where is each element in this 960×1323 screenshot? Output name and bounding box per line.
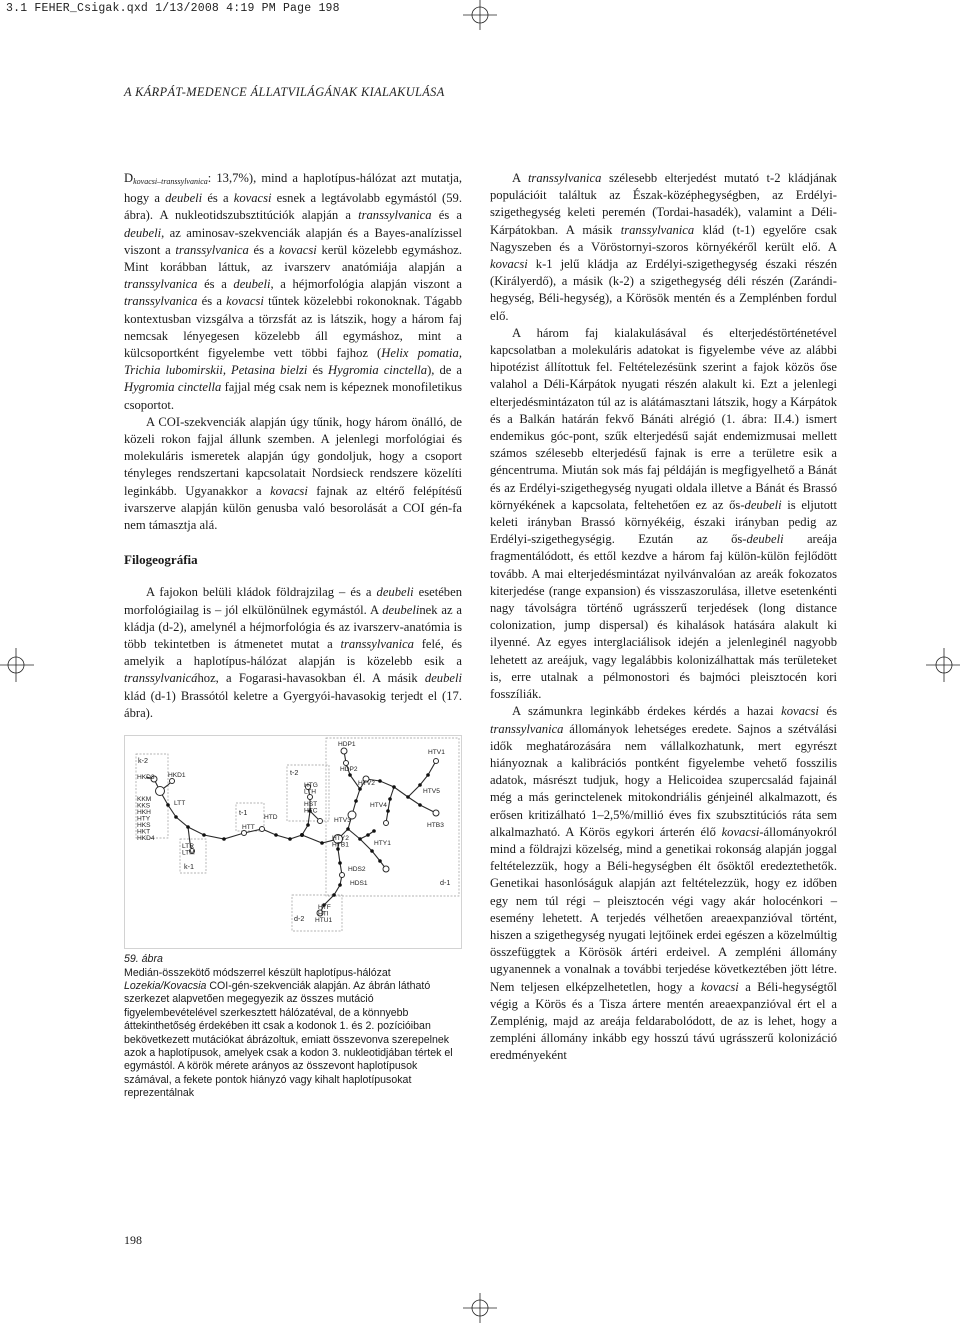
haplotype-label: HDS1 <box>350 880 368 888</box>
haplotype-label: HTF <box>318 904 331 912</box>
figure-caption-label: 59. ábra <box>124 953 163 966</box>
haplotype-label: HTB1 <box>332 841 349 849</box>
registration-mark-right <box>926 640 960 690</box>
haplotype-label: HTT <box>242 824 255 832</box>
running-head: A KÁRPÁT-MEDENCE ÁLLATVILÁGÁNAK KIALAKULÁSA <box>124 85 445 99</box>
haplotype-label: HTY1 <box>374 840 391 848</box>
haplotype-label: HTI <box>318 910 329 918</box>
clade-label-t1: t-1 <box>239 808 248 818</box>
clade-label-k1: k-1 <box>184 862 194 872</box>
haplotype-label: HTV3 <box>334 817 351 825</box>
haplotype-label: HTU1 <box>315 917 333 925</box>
haplotype-label: HTY <box>137 815 151 823</box>
haplotype-label: HTC <box>304 807 318 815</box>
haplotype-label: HKT <box>137 828 151 836</box>
registration-mark-top <box>455 0 505 30</box>
paragraph: $D_{kovacsi-transsylvanica}$: 13,7%), mind a haplotípus-hálózat azt mutatja, hogy a deubeli és a kovacsi esnek a legtávolabb egymástól (59. ábra). A nukleotidszubsztitúciók alapján a transsylvanica és a deubeli, az aminosav-szekvenciák alapján és a Bayes-analízissel viszont a transsylvanica és a kovacsi kerül közelebb egymáshoz. Mint korábban láttuk, az ivarszerv anatómiája alapján a transsylvanica és a deubeli, a héjmorfológia alapján viszont a transsylvanica és a kovacsi tűntek közelebbi rokonoknak. Tágabb kontextusban vizsgálva a törzsfát az is látszik, hogy a három faj nemcsak lényegesen közelebb áll egymáshoz, mint a külcsoportként figyelembe vett többi fajhoz (Helix pomatia, Trichia lubomirskii, Petasina bielzi és Hygromia cinctella), de a Hygromia cinctella fajjal még csak nem is képeznek monofiletikus csoportot. <box>124 171 463 412</box>
figure-caption-text: Medián-összekötő módszerrel készült haplotípus-hálózat Lozekia/Kovacsia COI-gén-szekvenciák alapján. Az ábrán látható szerkezet alapvetően megegyezik az összes mutáció figyelembevételével szerkesztett hálózatéval, de a könnyebb áttekinthetőség érdekében itt csak a kodonok 1. és 2. pozícióiban bekövetkezett mutációkat ábrázoltuk, emiatt összevonva szerepelnek azok a haplotípusok, amelyek csak a kodon 3. nukleotidjában tértek el egymástól. A körök mérete arányos az összevont haplotípusok számával, a fekete pontok hiányzó vagy kihalt haplotípusokat reprezentálnak <box>124 966 453 1100</box>
haplotype-label: HTY2 <box>332 835 349 843</box>
haplotype-label: HKD3 <box>137 774 155 782</box>
haplotype-label: LTH <box>304 788 316 796</box>
haplotype-label: HKH <box>137 809 151 817</box>
haplotype-label: HDP2 <box>340 766 358 774</box>
clade-label-d2: d-2 <box>294 914 305 924</box>
haplotype-label: HTD <box>264 814 278 822</box>
haplotype-label: HDS2 <box>348 866 366 874</box>
left-column <box>124 170 462 1101</box>
clade-label-k2: k-2 <box>138 756 148 766</box>
haplotype-label: KKM <box>137 796 152 804</box>
haplotype-label: HTV4 <box>370 802 387 810</box>
paragraph: A COI-szekvenciák alapján úgy tűnik, hogy három önálló, de közeli rokon fajjal állunk szemben. A jelenlegi morfológiai és molekuláris ismeretek alapján úgy gondoljuk, hogy a csoport tényleges rendszertani kapcsolatait Nordsieck rendszere közelíti leginkább. Ugyanakkor a kovacsi fajnak az eltérő felépítésű ivarszerve alapján külön genusba való besorolását a COI gén-fa nem támasztja alá. <box>124 414 462 533</box>
paragraph: A számunkra leginkább érdekes kérdés a hazai kovacsi és transsylvanica állományok lehetséges eredete. Sajnos a szétválási idők meghatározására nem vállalkozhatunk, mert egyrészt hiányoznak a kalibrációs pontként figyelembe vehető fosszilis adatok, másrészt tudjuk, hogy a Helicoidea szupercsalád fajainál még a más gerinctelenek mitokondriális génjeinél alkalmazott, és erősen kritizálható 1–2,5%/millió éves fix szubsztitúciós ráta sem alkalmazható. A Körös egykori árterén élő kovacsi-állományokról mind a földrajzi közelség, mind a genetikai rokonság alapján joggal feltételezzük, hogy a Béli-hegységben élt ősöktől eredeztethetők. Genetikai hasonlóságuk alapján azt feltételezzük, hogy ez időben egy nem túl régi – pleisztocén végi vagy akár holocénkori – esemény lehetett. A terjedés vélhetően areaexpanzióval történt, hiszen a szigethegység nyugati lejtőinek erdei egészen a közelmúltig összefüggtek a Körösök ártéri erdeivel. A zempléni állomány ugyanennek a vonalnak a további terjedése következtében jött létre. Nem teljesen elképzelhetetlen, hogy a kovacsi a Béli-hegységtől végig a Körös és a Tisza ártere mentén areaexpanzióval ért el a Zemplénig, majd az areája feldarabolódott, de az is lehet, hogy a zempléni állomány inkább egy hosszú távú ugrásszerű kolonizáció eredményeként <box>490 704 837 1063</box>
haplotype-label: HTV2 <box>358 780 375 788</box>
clade-label-t2: t-2 <box>290 768 299 778</box>
figure-caption <box>124 953 462 1100</box>
haplotype-label: HKD4 <box>137 835 155 843</box>
haplotype-label: LTT <box>174 800 186 808</box>
haplotype-label: HTB3 <box>427 822 444 830</box>
haplotype-label: HST <box>304 801 318 809</box>
haplotype-label: HKS <box>137 822 151 830</box>
haplotype-label: HDP1 <box>338 741 356 749</box>
haplotype-label: HTV5 <box>423 788 440 796</box>
haplotype-network-figure <box>124 735 462 949</box>
section-heading: Filogeográfia <box>124 552 198 568</box>
haplotype-label: HKD1 <box>168 772 186 780</box>
page-number: 198 <box>124 1233 142 1247</box>
haplotype-label: KKS <box>137 802 151 810</box>
registration-mark-left <box>0 640 34 690</box>
right-column <box>490 170 837 1065</box>
haplotype-label: HTG <box>304 782 318 790</box>
registration-mark-bottom <box>455 1293 505 1323</box>
clade-label-d1: d-1 <box>440 878 451 888</box>
paragraph: A transsylvanica szélesebb elterjedést mutató t-2 kládjának populációit találtuk az Észak-középhegységben, az Erdélyi-szigethegység keleti peremén (Tordai-hasadék), valamint a Déli-Kárpátokban. A másik transsylvanica klád (t-1) egyelőre csak Nagyszeben és a Vöröstornyi-szoros környékéről került elő. A kovacsi k-1 jelű kládja az Erdélyi-szigethegység északi részén (Királyerdő), a másik (k-2) a szigethegység déli részén (Zarándi-hegység, Béli-hegység), a Körösök mentén és a Zemplénben fordul elő. <box>490 171 837 323</box>
paragraph: A három faj kialakulásával és elterjedéstörténetével kapcsolatban a molekuláris adatokat is figyelembe véve az alábbi hipotézist állítottuk fel. Feltételezésünk szerint a fajok közös őse valahol a Déli-Kárpátok nyugati részén alakult ki. Ezt a jelenlegi elterjedésmintázaton túl az is alátámasztani látszik, hogy a Kárpátok és a Balkán határán fekvő Bánáti alrégió (1. ábra: II.4.) ismert endemikus góc-pont, szűk elterjedésű saját endemizmusai mellett számos szélesebb elterjedésű fajnak is erre a területre esik a géncentruma. Miután sok más faj példáján is megfigyelhető a Bánát és az Erdélyi-szigethegység nyugati oldala illetve a Bánát és Brassó környékének a kapcsolata, feltehetően ez az ős-deubeli is eljutott keleti irányban Brassó környékéig, északi irányban pedig az Erdélyi-szigethegységig. Ezután az ős-deubeli areája fragmentálódott, és ettől kezdve a három faj külön-külön fejlődött tovább. A mai elterjedésmintázat nyilvánvalóan az areák fokozatos kiterjedése (range expansion) és visszaszorulása, illetve esetenkénti nagy távolságra történő ugrásszerű terjedések (long distance colonization, jump dispersal) és kihalások hatására alakult ki ilyenné. Az egyes interglaciálisok idején a jelenleginél nagyobb lehetett az areájuk, vagy legalábbis kolonizálhattak más területeket is, erre utalnak a pélmonostori és bajmóci pleisztocén kori fosszíliák. <box>490 325 838 702</box>
print-slug: 3.1 FEHER_Csigak.qxd 1/13/2008 4:19 PM Page 198 <box>6 2 340 15</box>
haplotype-label: LTR <box>182 843 194 851</box>
haplotype-label: LTM <box>182 849 195 857</box>
paragraph: A fajokon belüli kládok földrajzilag – és a deubeli esetében morfológiailag is – jól elkülönülnek egymástól. A deubelinek az a kládja (d-2), amelynél a héjmorfológia és az ivarszerv-anatómia is több tekintetben is átmenetet mutat a transsylvanica felé, és amelyik a haplotípus-hálózat alapján is közelebb esik a transsylvanicához, a Fogarasi-havasokban él. A másik deubeli klád (d-1) Brassótól keletre a Gyergyói-havasokig terjedt el (17. ábra). <box>124 585 463 720</box>
haplotype-label: HTV1 <box>428 749 445 757</box>
